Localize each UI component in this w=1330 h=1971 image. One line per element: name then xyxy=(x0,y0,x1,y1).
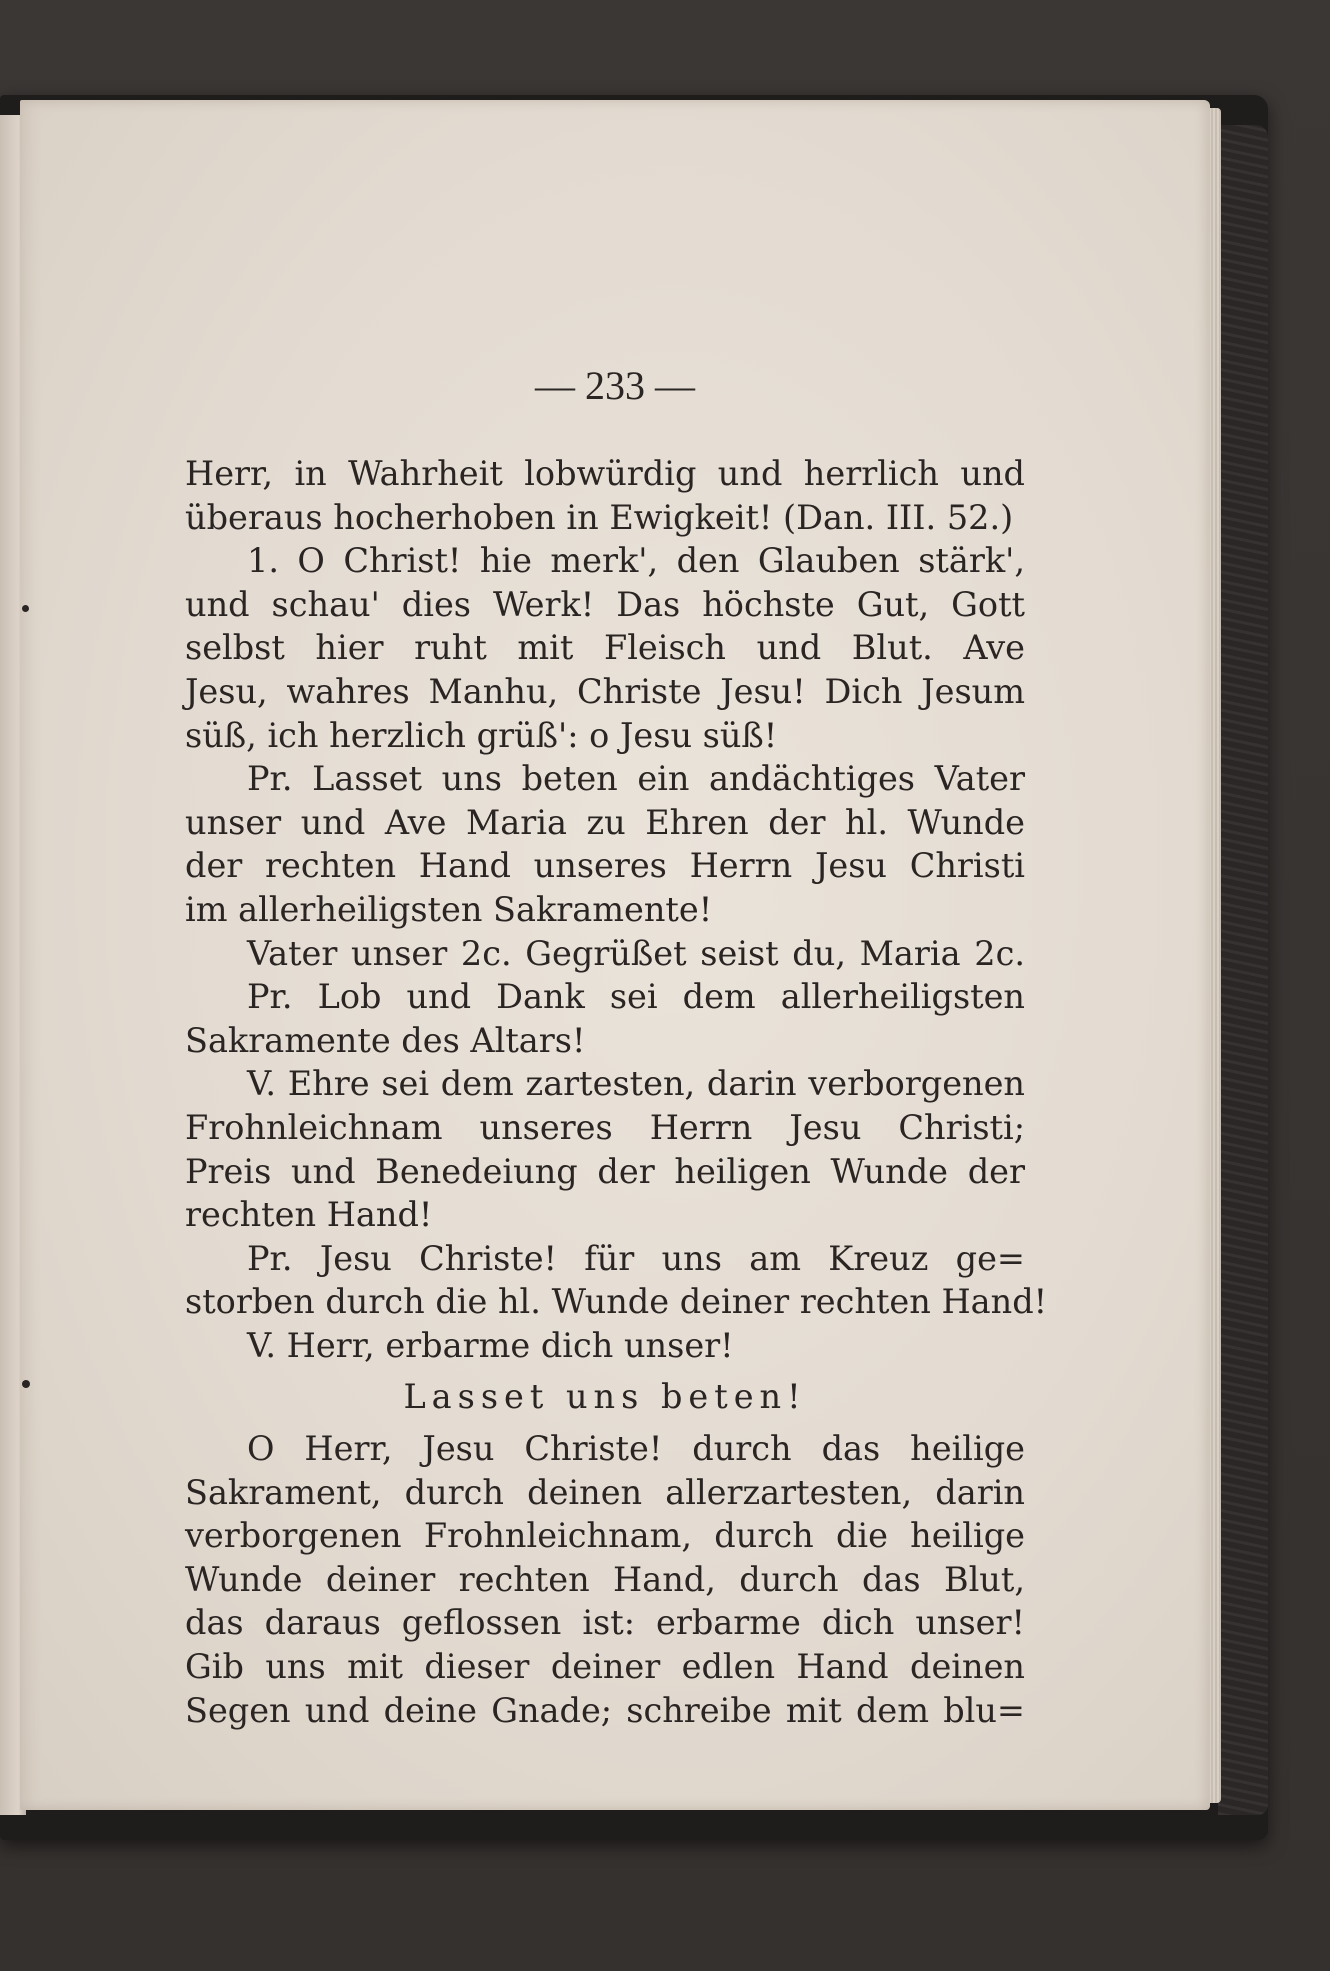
text-line: V. Herr, erbarme dich unser! xyxy=(247,1325,734,1365)
text-line: verborgenen Frohnleichnam, durch die heilige xyxy=(185,1516,1025,1556)
text-line: überaus hocherhoben in Ewigkeit! (Dan. III. 52.) xyxy=(185,497,1014,537)
text-line: Vater unser 2c. Gegrüßet seist du, Maria 2c. xyxy=(247,933,1025,973)
text-line: rechten Hand! xyxy=(185,1195,433,1235)
page-number-header: — 233 — xyxy=(535,363,695,408)
cover-edge xyxy=(1218,125,1268,1815)
text-line: das daraus geflossen ist: erbarme dich unser! xyxy=(185,1603,1025,1643)
text-line: Pr. Lasset uns beten ein andächtiges Vater xyxy=(247,759,1025,799)
text-line: storben durch die hl. Wunde deiner rechten Hand! xyxy=(185,1282,1048,1322)
text-block-prayer xyxy=(185,1427,1025,1732)
text-line: unser und Ave Maria zu Ehren der hl. Wunde xyxy=(185,802,1025,842)
text-line: V. Ehre sei dem zartesten, darin verborgenen xyxy=(247,1064,1025,1104)
text-line: Pr. Lob und Dank sei dem allerheiligsten xyxy=(247,977,1025,1017)
margin-mark xyxy=(22,605,29,612)
text-line: Frohnleichnam unseres Herrn Jesu Christi; xyxy=(185,1107,1025,1147)
text-line: selbst hier ruht mit Fleisch und Blut. Ave xyxy=(185,628,1025,668)
text-line: Sakramente des Altars! xyxy=(185,1020,586,1060)
section-heading: Lasset uns beten! xyxy=(403,1377,807,1417)
text-line: Wunde deiner rechten Hand, durch das Blut, xyxy=(185,1559,1025,1599)
text-line: Segen und deine Gnade; schreibe mit dem blu= xyxy=(185,1690,1025,1730)
text-line: Preis und Benedeiung der heiligen Wunde der xyxy=(185,1151,1025,1191)
text-line: 1. O Christ! hie merk', den Glauben stärk', xyxy=(247,541,1025,581)
text-line: der rechten Hand unseres Herrn Jesu Christi xyxy=(185,846,1025,886)
text-line: O Herr, Jesu Christe! durch das heilige xyxy=(247,1429,1025,1469)
text-line: Gib uns mit dieser deiner edlen Hand deinen xyxy=(185,1647,1025,1687)
book-page xyxy=(20,100,1210,1810)
text-block-responses xyxy=(185,452,1048,1367)
text-line: im allerheiligsten Sakramente! xyxy=(185,889,713,929)
page-text xyxy=(185,452,1048,1732)
text-line: süß, ich herzlich grüß': o Jesu süß! xyxy=(185,715,778,755)
text-line: Pr. Jesu Christe! für uns am Kreuz ge= xyxy=(247,1238,1025,1278)
text-line: Sakrament, durch deinen allerzartesten, darin xyxy=(185,1472,1025,1512)
margin-mark xyxy=(22,1380,30,1388)
text-line: Jesu, wahres Manhu, Christe Jesu! Dich Jesum xyxy=(185,671,1025,711)
text-line: und schau' dies Werk! Das höchste Gut, Gott xyxy=(185,584,1025,624)
text-line: Herr, in Wahrheit lobwürdig und herrlich und xyxy=(185,454,1025,493)
